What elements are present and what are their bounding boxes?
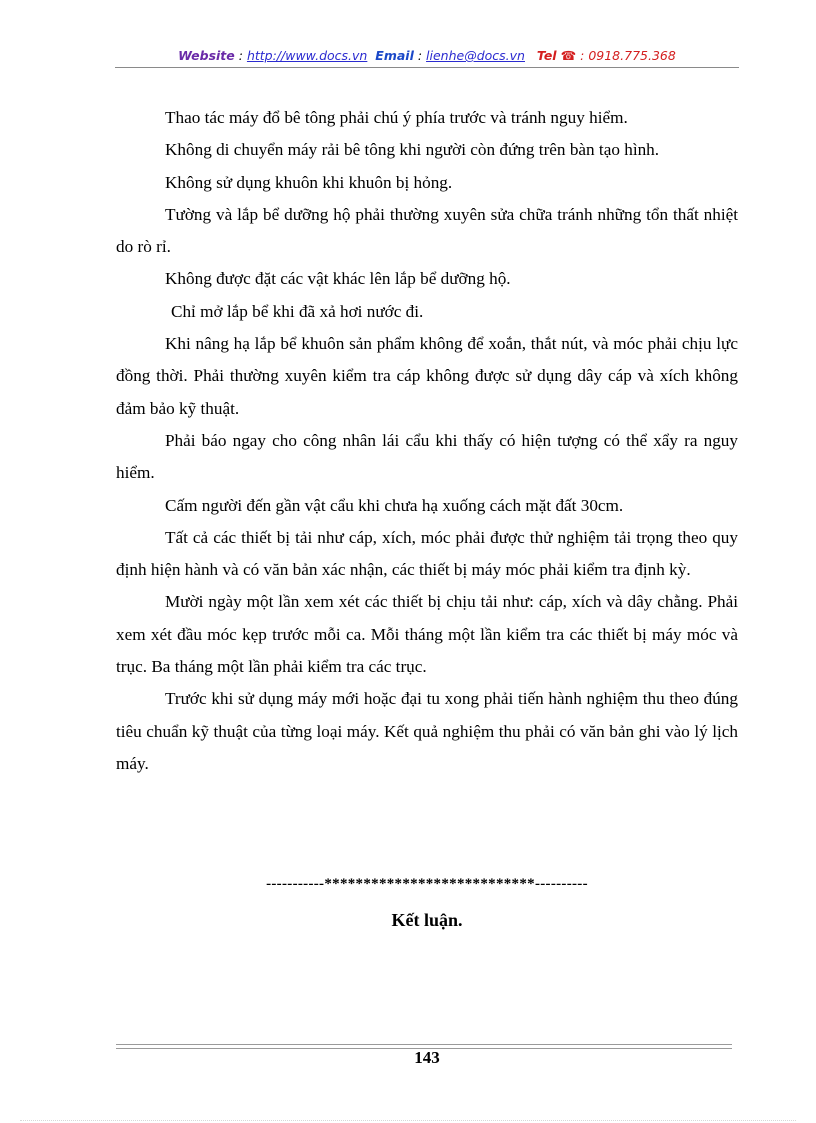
paragraph: Không di chuyển máy rải bê tông khi người còn đứng trên bàn tạo hình. [165, 140, 660, 160]
section-separator: -----------***************************---------- [266, 876, 588, 892]
paragraph: Không sử dụng khuôn khi khuôn bị hỏng. [165, 172, 453, 192]
email-separator: : [413, 48, 427, 63]
paragraph: Chỉ mở lắp bể khi đã xả hơi nước đi. [171, 301, 424, 321]
phone-icon: ☎ [560, 48, 577, 63]
paragraph: Mười ngày một lần xem xét các thiết bị chịu tải như: cáp, xích và dây chằng. Phải xem xét đầu móc kẹp trước mỗi ca. Mỗi tháng một lần kiểm tra các thiết bị máy móc và trục. Ba tháng một lần phải kiểm tra các trục. [116, 592, 738, 677]
paragraph: Phải báo ngay cho công nhân lái cẩu khi thấy có hiện tượng có thể xẩy ra nguy hiểm. [116, 430, 738, 483]
page-number: 143 [414, 1048, 440, 1067]
paragraph: Cấm người đến gần vật cẩu khi chưa hạ xuống cách mặt đất 30cm. [165, 495, 624, 515]
paragraph: Thao tác máy đổ bê tông phải chú ý phía trước và tránh nguy hiểm. [165, 108, 628, 127]
paragraph: Tất cả các thiết bị tải như cáp, xích, móc phải được thử nghiệm tải trọng theo quy định hiện hành và có văn bản xác nhận, các thiết bị máy móc phải kiểm tra định kỳ. [116, 527, 738, 580]
paragraph: Không được đặt các vật khác lên lắp bể dưỡng hộ. [165, 269, 511, 289]
tel-separator: : [576, 48, 589, 63]
paragraph: Trước khi sử dụng máy mới hoặc đại tu xong phải tiến hành nghiệm thu theo đúng tiêu chuẩn kỹ thuật của từng loại máy. Kết quả nghiệm thu phải có văn bản ghi vào lý lịch máy. [116, 689, 738, 773]
website-separator: : [234, 48, 247, 63]
document-body [116, 102, 738, 780]
paragraph: Tường và lắp bể dưỡng hộ phải thường xuyên sửa chữa tránh những tổn thất nhiệt do rò rỉ. [116, 204, 738, 257]
website-label: Website [178, 48, 235, 63]
email-link[interactable]: lienhe@docs.vn [426, 48, 525, 63]
paragraph: Khi nâng hạ lắp bể khuôn sản phẩm không để xoắn, thắt nút, và móc phải chịu lực đồng thời. Phải thường xuyên kiểm tra cáp không được sử dụng dây cáp và xích không đảm bảo kỹ thuật. [116, 334, 738, 418]
tel-label: Tel [536, 48, 557, 63]
tel-number: 0918.775.368 [588, 48, 676, 63]
header-divider [115, 67, 739, 68]
website-link[interactable]: http://www.docs.vn [246, 48, 368, 63]
conclusion-heading: Kết luận. [391, 910, 463, 930]
page-bottom-border [20, 1120, 796, 1121]
email-label: Email [375, 48, 414, 63]
page-header [115, 47, 739, 65]
